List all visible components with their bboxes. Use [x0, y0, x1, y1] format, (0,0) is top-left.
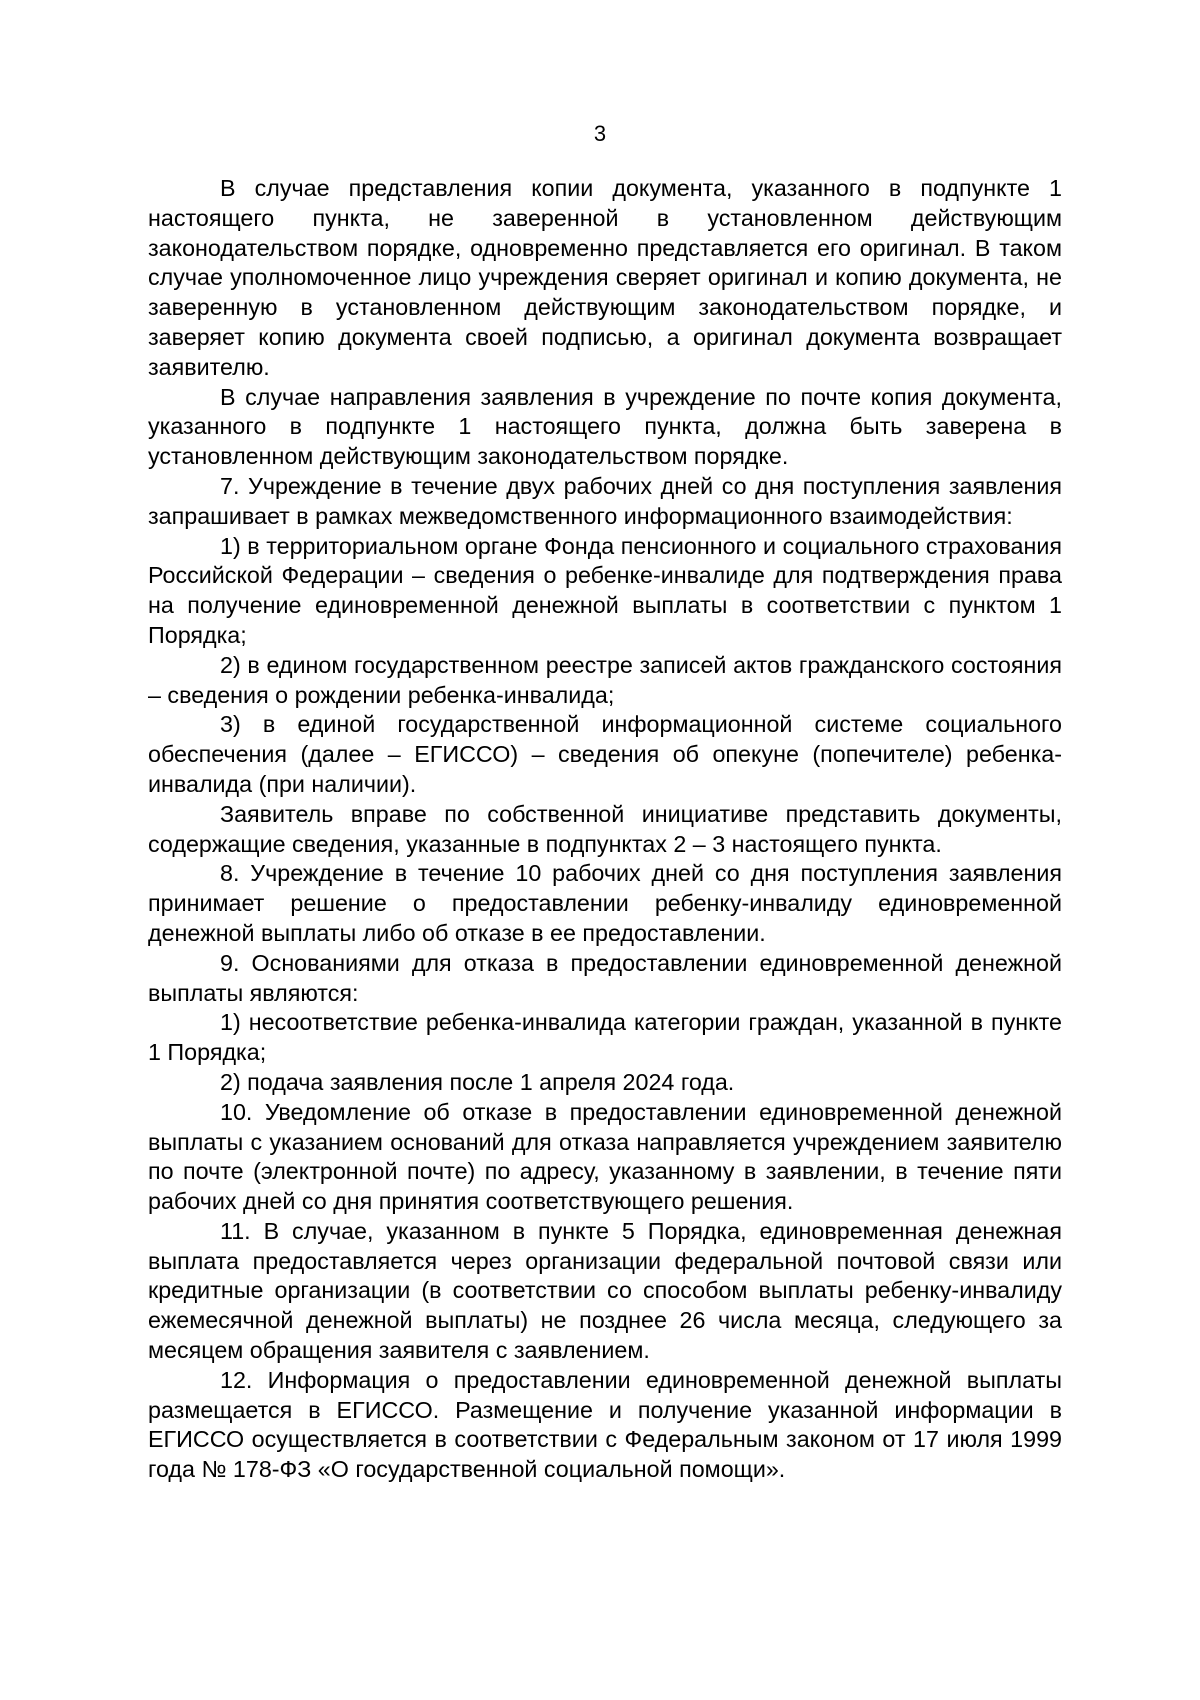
paragraph-item-9: 9. Основаниями для отказа в предоставлении единовременной денежной выплаты являются: [148, 949, 1062, 1006]
paragraph-item-11: 11. В случае, указанном в пункте 5 Порядка, единовременная денежная выплата предоставляется через организации федеральной почтовой связи или кредитные организации (в соответствии со способом выплаты ребенку-инвалиду ежемесячной денежной выплаты) не позднее 26 числа месяца, следующего за месяцем обращения заявителя с заявлением. [148, 1217, 1062, 1364]
paragraph-item-7-1: 1) в территориальном органе Фонда пенсионного и социального страхования Российской Федерации – сведения о ребенке-инвалиде для подтверждения права на получение единовременной денежной выплаты в соответствии с пунктом 1 Порядка; [148, 532, 1062, 648]
page-number: 3 [593, 121, 607, 146]
paragraph-item-9-1: 1) несоответствие ребенка-инвалида категории граждан, указанной в пункте 1 Порядка; [148, 1009, 1062, 1066]
paragraph-applicant-right: Заявитель вправе по собственной инициативе представить документы, содержащие сведения, указанные в подпунктах 2 – 3 настоящего пункта. [148, 800, 1062, 857]
paragraph-item-7: 7. Учреждение в течение двух рабочих дней со дня поступления заявления запрашивает в рамках межведомственного информационного взаимодействия: [148, 472, 1062, 529]
paragraph-mail-submission: В случае направления заявления в учреждение по почте копия документа, указанного в подпункте 1 настоящего пункта, должна быть заверена в установленном действующим законодательством порядке. [148, 383, 1062, 470]
paragraph-item-9-2: 2) подача заявления после 1 апреля 2024 года. [220, 1068, 735, 1095]
paragraph-item-8: 8. Учреждение в течение 10 рабочих дней со дня поступления заявления принимает решение о предоставлении ребенку-инвалиду единовременной денежной выплаты либо об отказе в ее предоставлении. [148, 860, 1062, 946]
paragraph-item-12: 12. Информация о предоставлении единовременной денежной выплаты размещается в ЕГИССО. Размещение и получение указанной информации в ЕГИССО осуществляется в соответствии с Федеральным законом от 17 июля 1999 года № 178-ФЗ «О государственной социальной помощи». [148, 1366, 1062, 1483]
paragraph-item-7-3: 3) в единой государственной информационной системе социального обеспечения (далее – ЕГИССО) – сведения об опекуне (попечителе) ребенка-инвалида (при наличии). [148, 711, 1062, 797]
paragraph-item-10: 10. Уведомление об отказе в предоставлении единовременной денежной выплаты с указанием оснований для отказа направляется учреждением заявителю по почте (электронной почте) по адресу, указанному в заявлении, в течение пяти рабочих дней со дня принятия соответствующего решения. [148, 1098, 1062, 1215]
paragraph-item-7-2: 2) в едином государственном реестре записей актов гражданского состояния – сведения о рождении ребенка-инвалида; [148, 651, 1062, 708]
document-body [148, 174, 1062, 1485]
paragraph-copy-verification: В случае представления копии документа, указанного в подпункте 1 настоящего пункта, не заверенной в установленном действующим законодательством порядке, одновременно представляется его оригинал. В таком случае уполномоченное лицо учреждения сверяет оригинал и копию документа, не заверенную в установленном действующим законодательством порядке, и заверяет копию документа своей подписью, а оригинал документа возвращает заявителю. [148, 175, 1062, 380]
